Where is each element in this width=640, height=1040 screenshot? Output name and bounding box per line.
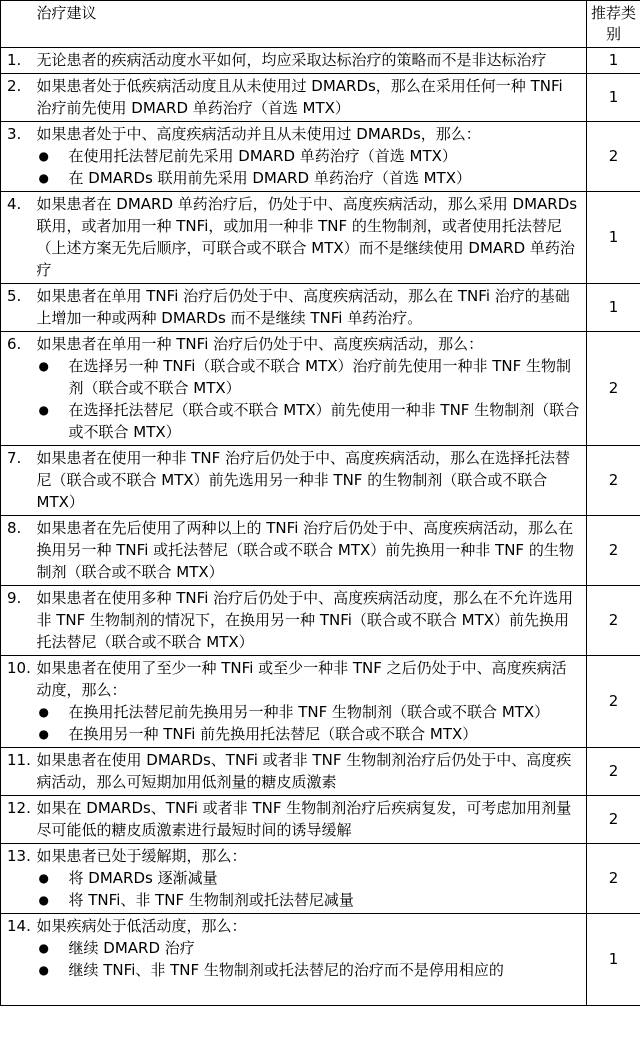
bullet-item bbox=[37, 167, 582, 189]
bullet-dot-icon: ● bbox=[38, 727, 49, 741]
bullet-text: 在 DMARDs 联用前先采用 DMARD 单药治疗（首选 MTX） bbox=[68, 169, 471, 187]
bullet-item bbox=[37, 937, 582, 959]
row-number: 5. bbox=[1, 284, 35, 332]
bullet-item bbox=[37, 723, 582, 745]
recommendation-category: 1 bbox=[587, 284, 640, 332]
bullet-text: 将 DMARDs 逐渐减量 bbox=[68, 869, 218, 887]
table-row bbox=[1, 748, 640, 796]
bullet-text: 在选择另一种 TNFi（联合或不联合 MTX）治疗前先使用一种非 TNF 生物制剂（联合或不联合 MTX） bbox=[68, 357, 572, 397]
table-row bbox=[1, 516, 640, 586]
recommendation-text: 无论患者的疾病活动度水平如何，均应采取达标治疗的策略而不是非达标治疗 bbox=[36, 51, 547, 69]
bullet-text: 将 TNFi、非 TNF 生物制剂或托法替尼减量 bbox=[68, 891, 354, 909]
bullet-dot-icon: ● bbox=[38, 941, 49, 955]
table-row bbox=[1, 192, 640, 284]
bullet-item bbox=[37, 959, 582, 1003]
bullet-text: 在使用托法替尼前先采用 DMARD 单药治疗（首选 MTX） bbox=[68, 147, 457, 165]
recommendation-cell bbox=[35, 48, 587, 74]
table-row bbox=[1, 122, 640, 192]
bullet-text: 在换用另一种 TNFi 前先换用托法替尼（联合或不联合 MTX） bbox=[68, 725, 478, 743]
bullet-dot-icon: ● bbox=[38, 705, 49, 719]
table-row bbox=[1, 914, 640, 1006]
recommendation-cell bbox=[35, 332, 587, 446]
recommendation-text: 如果患者在单用一种 TNFi 治疗后仍处于中、高度疾病活动，那么： bbox=[36, 335, 484, 353]
recommendation-category: 2 bbox=[587, 796, 640, 844]
table-row bbox=[1, 48, 640, 74]
recommendation-category: 2 bbox=[587, 656, 640, 748]
recommendation-text: 如果在 DMARDs、TNFi 或者非 TNF 生物制剂治疗后疾病复发，可考虑加用剂量尽可能低的糖皮质激素进行最短时间的诱导缓解 bbox=[36, 799, 572, 839]
recommendation-text: 如果疾病处于低活动度，那么： bbox=[36, 917, 247, 935]
bullet-dot-icon: ● bbox=[38, 171, 49, 185]
recommendation-cell bbox=[35, 844, 587, 914]
table-row bbox=[1, 656, 640, 748]
row-number: 9. bbox=[1, 586, 35, 656]
table-row bbox=[1, 74, 640, 122]
recommendation-text: 如果患者在先后使用了两种以上的 TNFi 治疗后仍处于中、高度疾病活动，那么在换用另一种 TNFi 或托法替尼（联合或不联合 MTX）前先换用一种非 TNF 的生物制剂（联合或不联合 MTX） bbox=[36, 519, 574, 581]
bullet-dot-icon: ● bbox=[38, 149, 49, 163]
recommendation-category: 2 bbox=[587, 748, 640, 796]
recommendation-text: 如果患者在使用一种非 TNF 治疗后仍处于中、高度疾病活动，那么在选择托法替尼（联合或不联合 MTX）前先选用另一种非 TNF 的生物制剂（联合或不联合 MTX） bbox=[36, 449, 571, 511]
recommendation-text: 如果患者在使用了至少一种 TNFi 或至少一种非 TNF 之后仍处于中、高度疾病活动度，那么： bbox=[36, 659, 567, 699]
recommendation-category: 1 bbox=[587, 74, 640, 122]
recommendation-text: 如果患者已处于缓解期，那么： bbox=[36, 847, 247, 865]
bullet-dot-icon: ● bbox=[38, 963, 49, 977]
table-row bbox=[1, 446, 640, 516]
bullet-item bbox=[37, 701, 582, 723]
table-row bbox=[1, 332, 640, 446]
recommendation-cell bbox=[35, 586, 587, 656]
recommendation-text: 如果患者在单用 TNFi 治疗后仍处于中、高度疾病活动，那么在 TNFi 治疗的基础上增加一种或两种 DMARDs 而不是继续 TNFi 单药治疗。 bbox=[36, 287, 570, 327]
bullet-dot-icon: ● bbox=[38, 359, 49, 373]
recommendation-category: 2 bbox=[587, 446, 640, 516]
recommendation-text: 如果患者在使用 DMARDs、TNFi 或者非 TNF 生物制剂治疗后仍处于中、高度疾病活动，那么可短期加用低剂量的糖皮质激素 bbox=[36, 751, 572, 791]
row-number: 11. bbox=[1, 748, 35, 796]
bullet-item bbox=[37, 889, 582, 911]
row-number: 2. bbox=[1, 74, 35, 122]
recommendation-cell bbox=[35, 74, 587, 122]
header-category: 推荐类别 bbox=[587, 1, 640, 48]
table-body bbox=[1, 1, 640, 1006]
row-number: 6. bbox=[1, 332, 35, 446]
recommendation-cell bbox=[35, 914, 587, 1006]
recommendation-cell bbox=[35, 122, 587, 192]
table-row bbox=[1, 586, 640, 656]
table-row bbox=[1, 284, 640, 332]
row-number: 12. bbox=[1, 796, 35, 844]
table-row bbox=[1, 844, 640, 914]
table-row bbox=[1, 796, 640, 844]
recommendation-cell bbox=[35, 192, 587, 284]
recommendation-category: 2 bbox=[587, 332, 640, 446]
bullet-item bbox=[37, 399, 582, 443]
recommendation-text: 如果患者在使用多种 TNFi 治疗后仍处于中、高度疾病活动度，那么在不允许选用非 TNF 生物制剂的情况下，在换用另一种 TNFi（联合或不联合 MTX）前先换用托法替尼（联合或不联合 MTX） bbox=[36, 589, 574, 651]
row-number: 13. bbox=[1, 844, 35, 914]
row-number: 3. bbox=[1, 122, 35, 192]
recommendation-cell bbox=[35, 284, 587, 332]
bullet-text: 在换用托法替尼前先换用另一种非 TNF 生物制剂（联合或不联合 MTX） bbox=[68, 703, 550, 721]
row-number: 10. bbox=[1, 656, 35, 748]
bullet-dot-icon: ● bbox=[38, 893, 49, 907]
row-number: 7. bbox=[1, 446, 35, 516]
header-num-cell bbox=[1, 1, 35, 48]
recommendation-cell bbox=[35, 516, 587, 586]
bullet-item bbox=[37, 145, 582, 167]
bullet-text: 继续 DMARD 治疗 bbox=[68, 939, 195, 957]
table-header-row bbox=[1, 1, 640, 48]
recommendation-cell bbox=[35, 748, 587, 796]
recommendation-category: 2 bbox=[587, 516, 640, 586]
recommendation-category: 1 bbox=[587, 914, 640, 1006]
header-recommendation: 治疗建议 bbox=[35, 1, 587, 48]
recommendation-category: 1 bbox=[587, 192, 640, 284]
row-number: 14. bbox=[1, 914, 35, 1006]
bullet-item bbox=[37, 355, 582, 399]
recommendation-text: 如果患者处于中、高度疾病活动并且从未使用过 DMARDs，那么： bbox=[36, 125, 481, 143]
recommendation-text: 如果患者在 DMARD 单药治疗后，仍处于中、高度疾病活动，那么采用 DMARDs 联用，或者加用一种 TNFi，或加用一种非 TNF 的生物制剂，或者使用托法替尼（上述方案无先后顺序，可联合或不联合 MTX）而不是继续使用 DMARD 单药治疗 bbox=[36, 195, 578, 279]
bullet-text: 继续 TNFi、非 TNF 生物制剂或托法替尼的治疗而不是停用相应的 bbox=[68, 961, 504, 979]
recommendation-category: 2 bbox=[587, 844, 640, 914]
row-number: 4. bbox=[1, 192, 35, 284]
recommendation-cell bbox=[35, 656, 587, 748]
recommendation-category: 2 bbox=[587, 122, 640, 192]
row-number: 8. bbox=[1, 516, 35, 586]
bullet-item bbox=[37, 867, 582, 889]
recommendation-cell bbox=[35, 796, 587, 844]
recommendation-text: 如果患者处于低疾病活动度且从未使用过 DMARDs，那么在采用任何一种 TNFi 治疗前先使用 DMARD 单药治疗（首选 MTX） bbox=[36, 77, 563, 117]
bullet-dot-icon: ● bbox=[38, 871, 49, 885]
row-number: 1. bbox=[1, 48, 35, 74]
recommendation-cell bbox=[35, 446, 587, 516]
bullet-dot-icon: ● bbox=[38, 403, 49, 417]
recommendation-category: 1 bbox=[587, 48, 640, 74]
recommendation-category: 2 bbox=[587, 586, 640, 656]
bullet-text: 在选择托法替尼（联合或不联合 MTX）前先使用一种非 TNF 生物制剂（联合或不联合 MTX） bbox=[68, 401, 580, 441]
